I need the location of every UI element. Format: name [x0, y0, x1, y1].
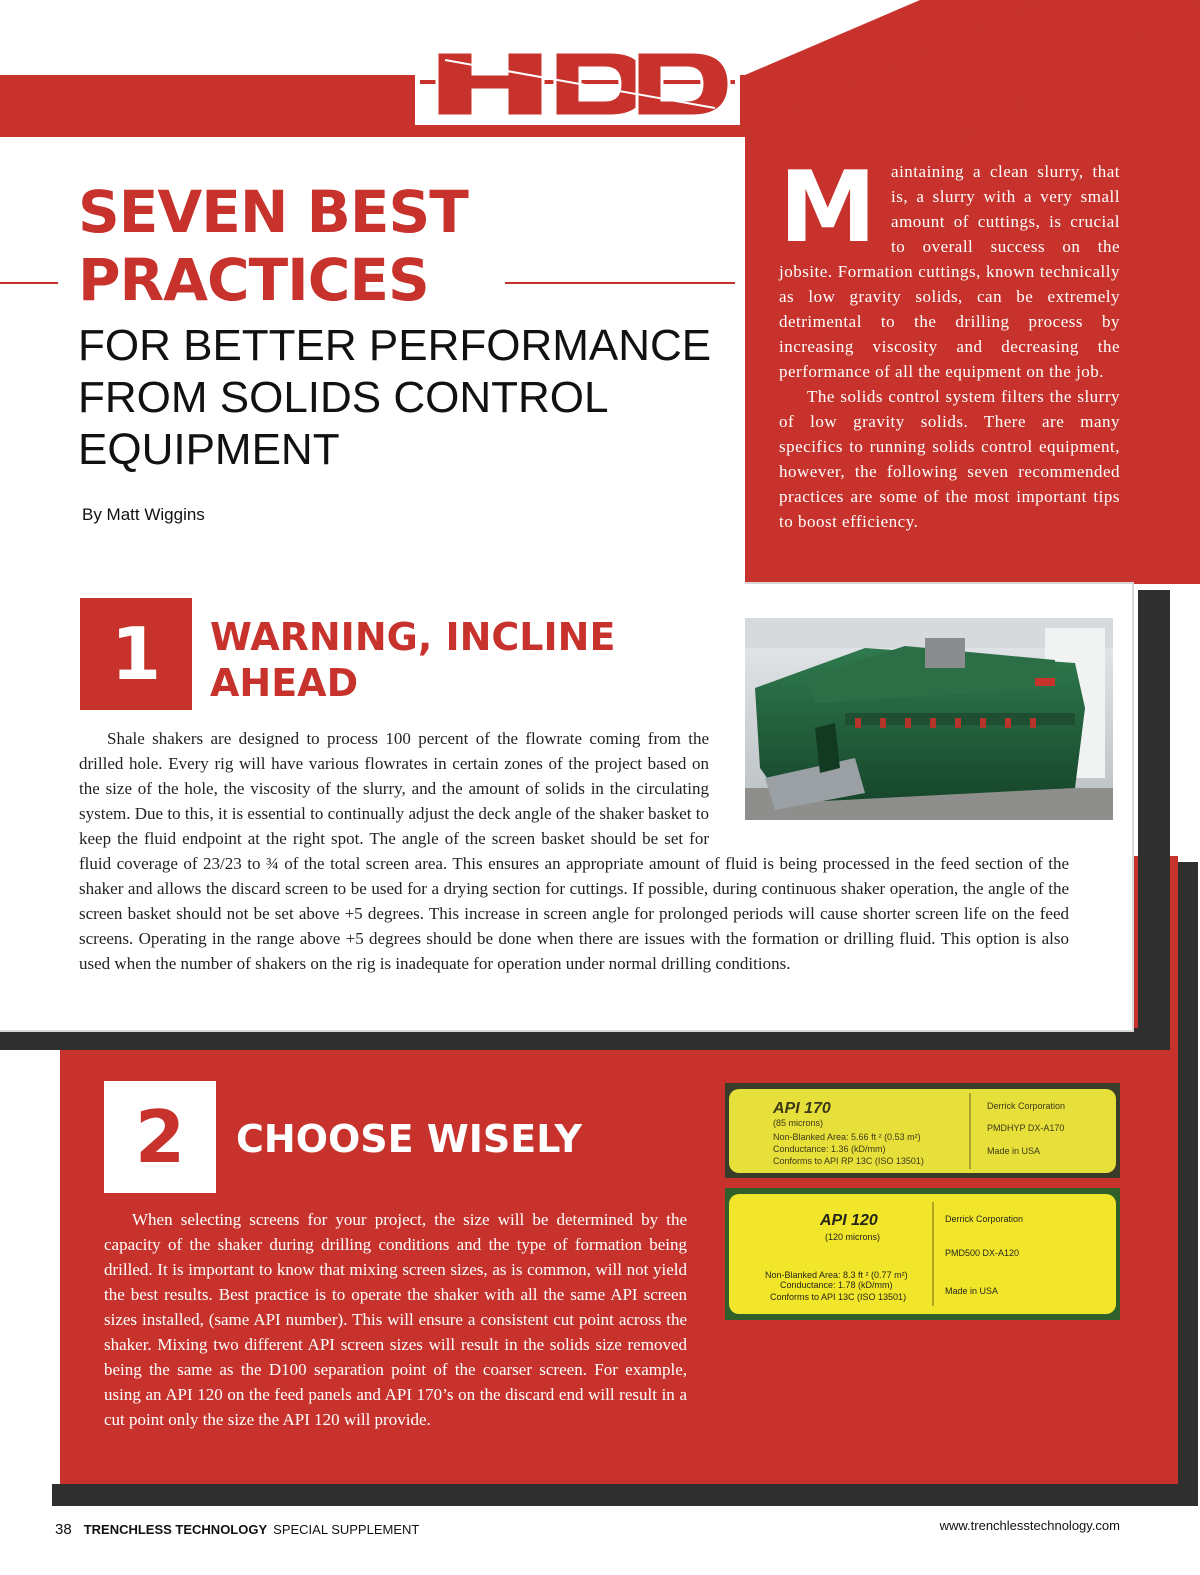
label-1-area: Non-Blanked Area: 5.66 ft ² (0.53 m²): [773, 1132, 921, 1142]
section-1-heading-line-2: AHEAD: [210, 661, 359, 705]
intro-box: [745, 137, 1200, 584]
section-1-photo-spacer: [709, 726, 1069, 846]
page-number: 38: [55, 1521, 72, 1538]
label-1-model: PMDHYP DX-A170: [987, 1123, 1065, 1133]
section-2-heading: CHOOSE WISELY: [236, 1117, 583, 1161]
section-2-shadow-right: [1178, 862, 1198, 1502]
subtitle-line-1: FOR BETTER PERFORMANCE: [78, 321, 712, 370]
label-1-company: Derrick Corporation: [987, 1101, 1066, 1111]
title-line-1: SEVEN BEST: [78, 178, 468, 246]
header-diagonal: [740, 0, 1200, 137]
section-2-shadow-bottom: [52, 1484, 1198, 1506]
section-2-number-box: [104, 1081, 216, 1193]
article-title: [78, 178, 718, 314]
article-subtitle: [78, 320, 738, 476]
supplement-label: SPECIAL SUPPLEMENT: [273, 1522, 420, 1537]
api-120-screen-label-photo: [725, 1188, 1120, 1320]
drop-cap: M: [779, 151, 878, 265]
intro-paragraph-1: aintaining a clean slurry, that is, a slurry with a very small amount of cuttings, is crucial to overall success on the jobsite. Formation cuttings, known technically as low gravity solids, can be extremely detrimental to the drilling process by increasing viscosity and decreasing the performance of all the equipment on the job.: [779, 162, 1120, 381]
byline: By Matt Wiggins: [82, 505, 205, 524]
section-1-body: [79, 726, 1069, 976]
hdd-logo: [415, 40, 740, 125]
title-rule-left: [0, 282, 58, 284]
section-2-number: 2: [134, 1095, 186, 1179]
subtitle-line-3: EQUIPMENT: [78, 425, 340, 474]
section-2-body: [104, 1207, 687, 1432]
label-2-api: API 120: [820, 1212, 878, 1229]
label-2-origin: Made in USA: [945, 1286, 999, 1296]
label-1-microns: (85 microns): [773, 1118, 824, 1128]
title-line-2: PRACTICES: [78, 246, 429, 314]
section-1-heading: [210, 614, 730, 706]
intro-text: [779, 151, 1120, 534]
label-1-api: API 170: [773, 1100, 831, 1117]
subtitle-line-2: FROM SOLIDS CONTROL: [78, 373, 609, 422]
label-1-conductance: Conductance: 1.36 (kD/mm): [773, 1144, 886, 1154]
section-2-paragraph: When selecting screens for your project, the size will be determined by the capacity of the shaker during drilling conditions and the type of formation being drilled. It is important to know that mixing screen sizes, as is common, will not yield the best results. Best practice is to operate the shaker with all the same API screen sizes installed, (same API number). This will ensure a consistent cut point across the shaker. Mixing two different API screen sizes will result in the solids size removed being the same as the D100 separation point of the coarser screen. For example, using an API 120 on the feed panels and API 170’s on the discard end will result in a cut point only the size the API 120 will provide.: [104, 1210, 687, 1429]
label-2-conductance: Conductance: 1.78 (kD/mm): [780, 1280, 893, 1290]
label-2-company: Derrick Corporation: [945, 1214, 1024, 1224]
label-1-conforms: Conforms to API RP 13C (ISO 13501): [773, 1156, 924, 1166]
section-1-heading-line-1: WARNING, INCLINE: [210, 615, 616, 659]
publication-name: TRENCHLESS TECHNOLOGY: [83, 1522, 268, 1537]
label-1-origin: Made in USA: [987, 1146, 1041, 1156]
intro-paragraph-2: The solids control system filters the slurry of low gravity solids. There are many specifics to running solids control equipment, however, the following seven recommended practices are some of the most important tips to boost efficiency.: [779, 387, 1120, 531]
api-170-screen-label-photo: [725, 1083, 1120, 1178]
title-rule-right: [505, 282, 735, 284]
section-1-number: 1: [110, 612, 162, 696]
footer-left: [55, 1521, 419, 1538]
section-1-shadow-bottom: [0, 1028, 1170, 1050]
label-2-microns: (120 microns): [825, 1232, 881, 1242]
label-2-area: Non-Blanked Area: 8.3 ft ² (0.77 m²): [765, 1270, 908, 1280]
section-1-number-box: [80, 598, 192, 710]
section-1-paragraph: Shale shakers are designed to process 100 percent of the flowrate coming from the drilled hole. Every rig will have various flowrates in certain zones of the project based on the size of the hole, the viscosity of the slurry, and the amount of solids in the circulating system. Due to this, it is essential to continually adjust the deck angle of the shaker basket to keep the fluid endpoint at the right spot. The angle of the screen basket should be set for fluid coverage of 23/23 to ¾ of the total screen area. This ensures an appropriate amount of fluid is being processed in the feed section of the shaker and allows the discard screen to be used for a drying section for cuttings. If possible, during continuous shaker operation, the angle of the screen basket should not be set above +5 degrees. This increase in screen angle for prolonged periods will cause shorter screen life on the feed screens. Operating in the range above +5 degrees should be done when there are issues with the formation or drilling fluid. This option is also used when the number of shakers on the rig is inadequate for operation under normal drilling conditions.: [79, 729, 1069, 973]
label-2-conforms: Conforms to API 13C (ISO 13501): [770, 1292, 907, 1302]
website-link[interactable]: www.trenchlesstechnology.com: [939, 1518, 1120, 1533]
label-2-model: PMD500 DX-A120: [945, 1248, 1020, 1258]
section-1-shadow-right: [1138, 590, 1170, 1050]
